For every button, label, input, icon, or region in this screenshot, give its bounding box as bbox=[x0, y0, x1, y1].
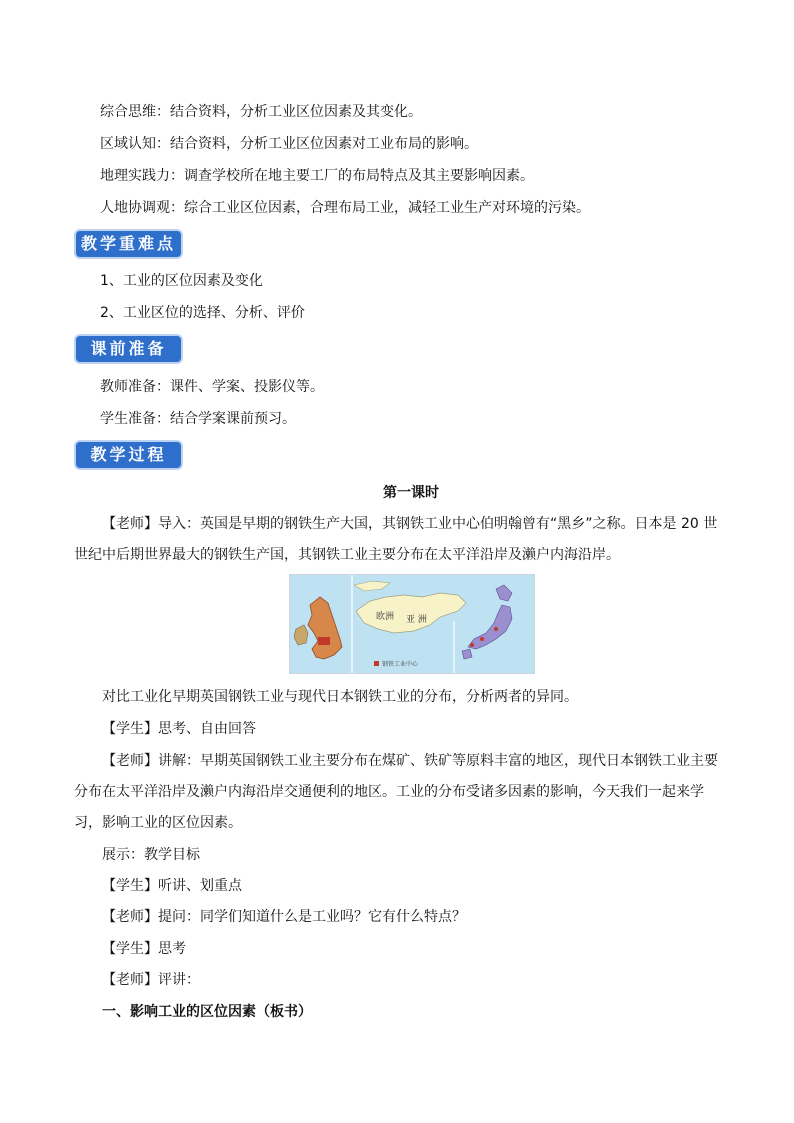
process-header: 教学过程 bbox=[76, 442, 181, 468]
asia-label: 亚 洲 bbox=[406, 615, 427, 625]
intro-paragraph: 【老师】导入：英国是早期的钢铁生产大国，其钢铁工业中心伯明翰曾有“黑乡”之称。日本是 20 世世纪中后期世界最大的钢铁生产国，其钢铁工业主要分布在太平洋沿岸及濑户内海沿岸。 bbox=[74, 516, 718, 563]
key-point-2: 2、工业区位的选择、分析、评价 bbox=[100, 305, 305, 321]
teacher-comment: 【老师】评讲： bbox=[102, 972, 200, 988]
objective-1: 综合思维：结合资料，分析工业区位因素及其变化。 bbox=[100, 104, 422, 120]
preparation-header: 课前准备 bbox=[76, 336, 181, 362]
steel-industry-map bbox=[289, 574, 535, 674]
key-points-header: 教学重难点 bbox=[76, 231, 181, 257]
section-heading-1: 一、影响工业的区位因素（板书） bbox=[102, 1004, 312, 1020]
student-preparation: 学生准备：结合学案课前预习。 bbox=[100, 411, 296, 427]
student-answer-1: 【学生】思考、自由回答 bbox=[102, 721, 256, 737]
teacher-explanation: 【老师】讲解：早期英国钢铁工业主要分布在煤矿、铁矿等原料丰富的地区，现代日本钢铁工业主要分布在太平洋沿岸及濑户内海沿岸交通便利的地区。工业的分布受诸多因素的影响，今天我们一起来学习，影响工业的区位因素。 bbox=[74, 753, 718, 831]
lesson-title: 第一课时 bbox=[383, 485, 439, 501]
map-legend: 钢铁工业中心 bbox=[382, 661, 419, 668]
teacher-question: 【老师】提问：同学们知道什么是工业吗？它有什么特点？ bbox=[102, 909, 466, 925]
student-answer-3: 【学生】思考 bbox=[102, 941, 186, 957]
compare-question: 对比工业化早期英国钢铁工业与现代日本钢铁工业的分布，分析两者的异同。 bbox=[102, 689, 578, 705]
key-point-1: 1、工业的区位因素及变化 bbox=[100, 273, 263, 289]
map-graphic bbox=[290, 575, 534, 673]
teacher-preparation: 教师准备：课件、学案、投影仪等。 bbox=[100, 379, 324, 395]
europe-label: 欧洲 bbox=[376, 612, 395, 622]
student-answer-2: 【学生】听讲、划重点 bbox=[102, 878, 242, 894]
objective-2: 区域认知：结合资料，分析工业区位因素对工业布局的影响。 bbox=[100, 136, 478, 152]
objective-3: 地理实践力：调查学校所在地主要工厂的布局特点及其主要影响因素。 bbox=[100, 168, 534, 184]
objective-4: 人地协调观：综合工业区位因素，合理布局工业，减轻工业生产对环境的污染。 bbox=[100, 200, 590, 216]
show-objectives: 展示：教学目标 bbox=[102, 847, 200, 863]
